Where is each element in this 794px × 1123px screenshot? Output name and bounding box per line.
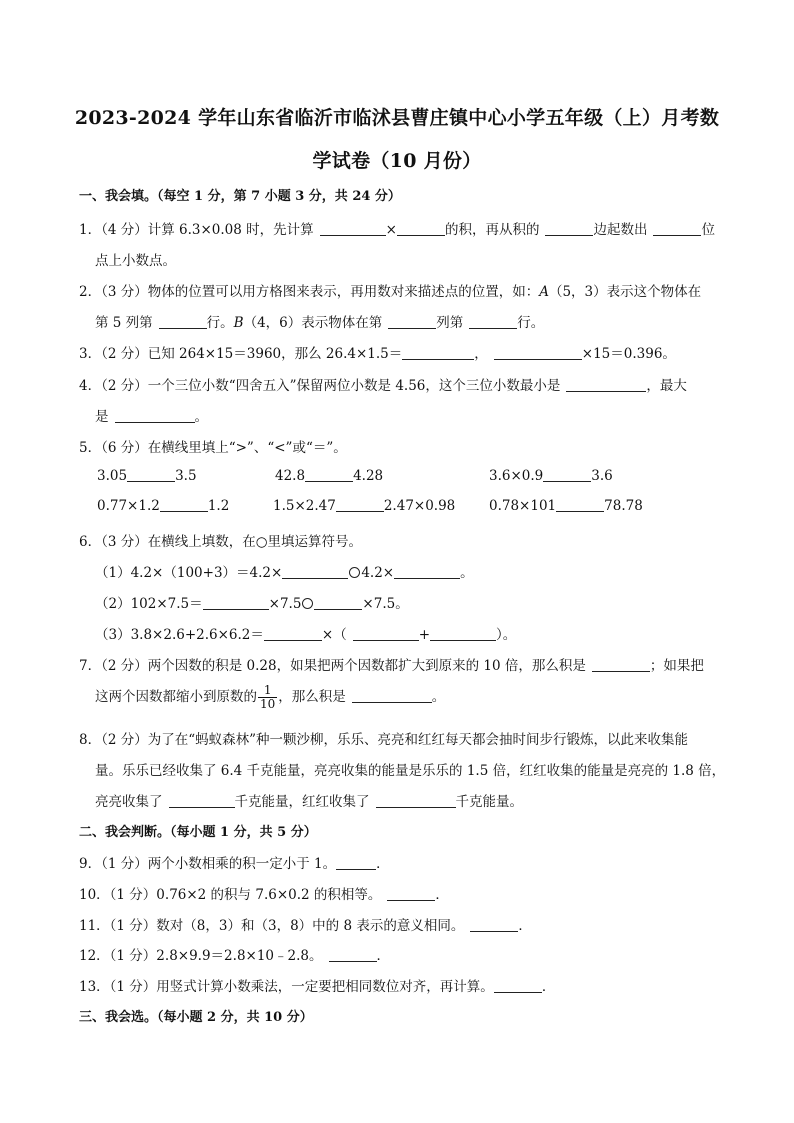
question-10: 10．（1 分）0.76×2 的积与 7.6×0.2 的积相等。 ． — [79, 887, 449, 903]
question-7-line2: 这两个因数都缩小到原数的 $\frac{1}{10}$ ，那么积是 。 — [95, 683, 446, 711]
question-3: 3．（2 分）已知 264×15＝3960，那么 26.4×1.5＝ ， ×15＝0.396。 — [79, 346, 676, 362]
exam-title-line2: 学试卷（10 月份） — [312, 150, 482, 172]
compare-item: 42.8 4.28 — [275, 468, 384, 484]
section-2-heading: 二、我会判断。（每小题 1 分，共 5 分） — [79, 825, 317, 840]
question-8-line3: 亮亮收集了 千克能量，红红收集了 千克能量。 — [95, 794, 523, 810]
answer-blank[interactable] — [397, 221, 445, 236]
answer-blank[interactable] — [329, 947, 377, 962]
question-8-line1: 8．（2 分）为了在“蚂蚁森林”种一颗沙柳，乐乐、亮亮和红红每天都会抽时间步行锻炼，以此来收集能 — [79, 732, 689, 748]
compare-item: 3.05 3.5 — [97, 468, 197, 484]
question-9: 9．（1 分）两个小数相乘的积一定小于 1。 ． — [79, 856, 390, 872]
answer-blank[interactable] — [545, 221, 593, 236]
exam-title-line1: 2023-2024 学年山东省临沂市临沭县曹庄镇中心小学五年级（上）月考数 — [74, 107, 720, 129]
answer-blank[interactable] — [388, 314, 436, 329]
answer-blank[interactable] — [376, 793, 456, 808]
compare-item: 3.6×0.9 3.6 — [489, 468, 613, 484]
answer-blank[interactable] — [494, 345, 582, 360]
compare-item: 1.5×2.47 2.47×0.98 — [273, 498, 456, 514]
answer-blank[interactable] — [352, 688, 432, 703]
answer-blank[interactable] — [203, 595, 269, 610]
answer-blank[interactable] — [314, 595, 362, 610]
question-6-part2: （2）102×7.5＝ ×7.5 ×7.5。 — [95, 596, 409, 612]
question-2-line1: 2．（3 分）物体的位置可以用方格图来表示，再用数对来描述点的位置，如：A（5，3）表示这个物体在 — [79, 284, 702, 300]
answer-blank[interactable] — [160, 497, 208, 512]
answer-blank[interactable] — [336, 855, 376, 870]
answer-blank[interactable] — [320, 221, 386, 236]
answer-blank[interactable] — [159, 314, 207, 329]
answer-blank[interactable] — [592, 657, 650, 672]
answer-blank[interactable] — [430, 626, 496, 641]
answer-blank[interactable] — [469, 314, 517, 329]
answer-blank[interactable] — [282, 564, 348, 579]
question-12: 12．（1 分）2.8×9.9＝2.8×10﹣2.8。 ． — [79, 948, 390, 964]
answer-blank[interactable] — [470, 917, 518, 932]
fraction-one-tenth: $\frac{1}{10}$ — [260, 683, 276, 711]
answer-blank[interactable] — [264, 626, 322, 641]
operator-circle[interactable] — [302, 598, 313, 609]
question-4-line2: 是 。 — [95, 409, 208, 425]
answer-blank[interactable] — [653, 221, 701, 236]
question-7-line1: 7．（2 分）两个因数的积是 0.28，如果把两个因数都扩大到原来的 10 倍，那么积是 ；如果把 — [79, 658, 704, 674]
question-4-line1: 4．（2 分）一个三位小数“四舍五入”保留两位小数是 4.56，这个三位小数最小是 ，最大 — [79, 378, 687, 394]
compare-item: 0.77×1.2 1.2 — [97, 498, 230, 514]
question-6: 6．（3 分）在横线上填数，在○里填运算符号。 — [79, 534, 362, 550]
question-1-line2: 点上小数点。 — [95, 253, 176, 269]
question-5: 5．（6 分）在横线里填上“>”、“<”或“＝”。 — [79, 440, 347, 456]
question-6-part1: （1）4.2×（100+3）＝4.2× 4.2× 。 — [95, 565, 474, 581]
section-1-heading: 一、我会填。（每空 1 分，第 7 小题 3 分，共 24 分） — [79, 189, 401, 204]
answer-blank[interactable] — [394, 564, 460, 579]
answer-blank[interactable] — [494, 978, 542, 993]
compare-item: 0.78×101 78.78 — [489, 498, 643, 514]
question-1-line1: 1．（4 分）计算 6.3×0.08 时，先计算 × 的积，再从积的 边起数出 位 — [79, 222, 715, 238]
answer-blank[interactable] — [115, 408, 195, 423]
operator-circle[interactable] — [349, 567, 360, 578]
answer-blank[interactable] — [543, 467, 591, 482]
answer-blank[interactable] — [402, 345, 474, 360]
question-6-part3: （3）3.8×2.6+2.6×6.2＝ ×（ + ）。 — [95, 627, 517, 643]
question-13: 13．（1 分）用竖式计算小数乘法，一定要把相同数位对齐，再计算。 ． — [79, 979, 556, 995]
answer-blank[interactable] — [387, 886, 435, 901]
answer-blank[interactable] — [353, 626, 419, 641]
answer-blank[interactable] — [556, 497, 604, 512]
answer-blank[interactable] — [336, 497, 384, 512]
question-8-line2: 量。乐乐已经收集了 6.4 千克能量，亮亮收集的能量是乐乐的 1.5 倍，红红收集的能量是亮亮的 1.8 倍， — [95, 763, 726, 779]
answer-blank[interactable] — [169, 793, 235, 808]
question-2-line2: 第 5 列第 行。B（4，6）表示物体在第 列第 行。 — [95, 315, 545, 331]
question-11: 11．（1 分）数对（8，3）和（3，8）中的 8 表示的意义相同。 ． — [79, 918, 532, 934]
answer-blank[interactable] — [127, 467, 175, 482]
section-3-heading: 三、我会选。（每小题 2 分，共 10 分） — [79, 1010, 313, 1025]
answer-blank[interactable] — [305, 467, 353, 482]
answer-blank[interactable] — [566, 377, 646, 392]
